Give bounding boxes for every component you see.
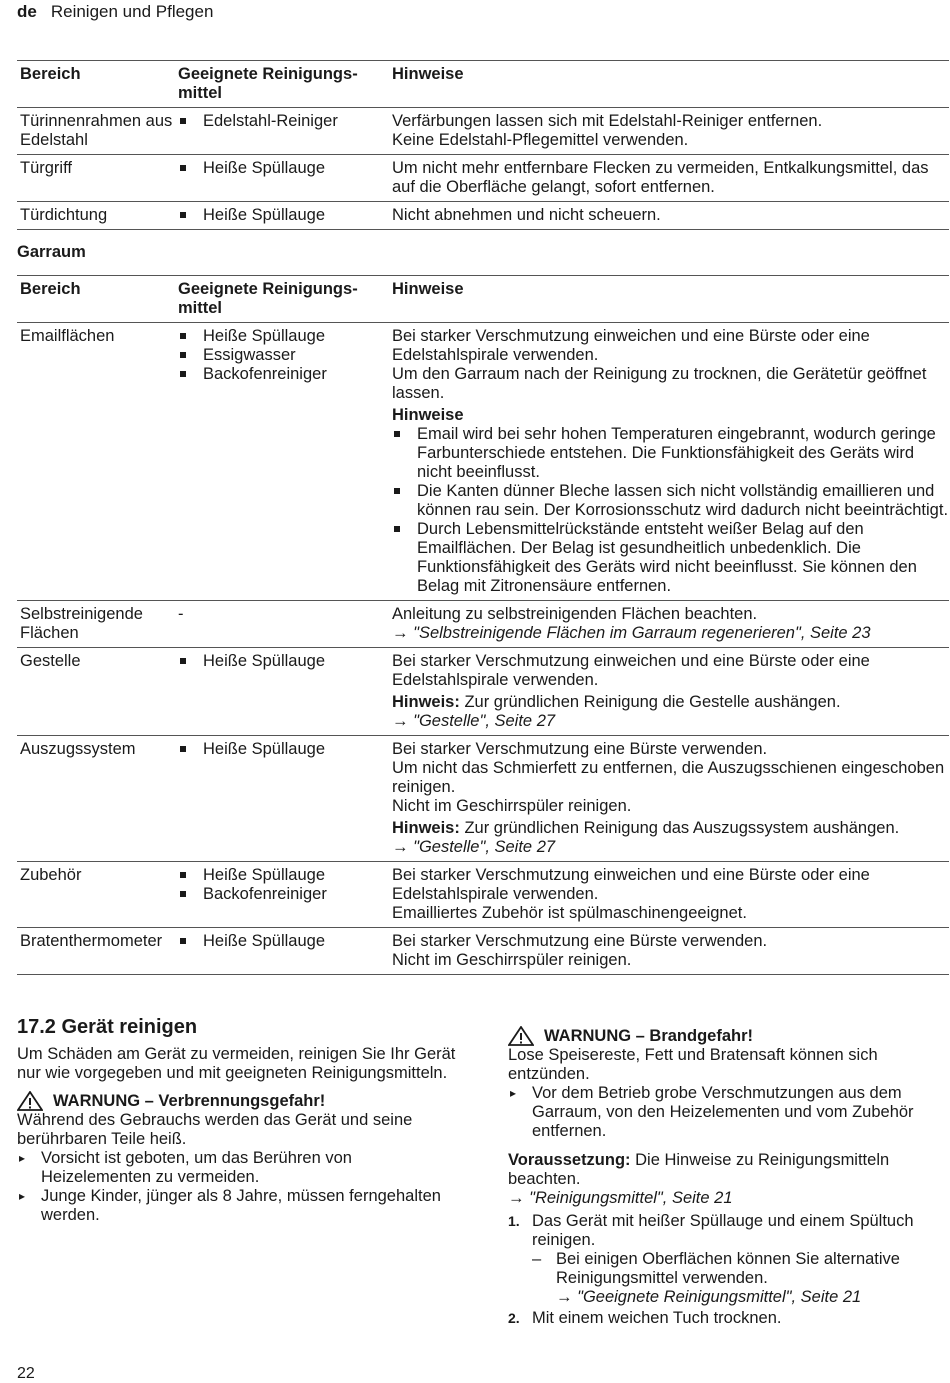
hint-label: Hinweis: [392,819,460,837]
row-area: Auszugssystem [17,736,175,862]
warning-text: Lose Speisereste, Fett und Bratensaft können sich entzünden. [508,1046,878,1083]
note-bullet: Durch Lebensmittelrückstände entsteht weißer Belag auf den Emailflächen. Der Belag ist gesundheitlich unbedenklich. Die Funktionsfähigkeit des Geräts wird nicht beeinflusst. Sie können den Belag mit Zitronensäure entfernen. [392,520,949,596]
door-cleaning-table [17,60,949,230]
cross-reference-link[interactable]: → "Reinigungsmittel", Seite 21 [508,1189,733,1207]
notes-heading: Hinweise [392,406,464,424]
col-agent: Geeignete Reinigungs- mittel [175,61,389,108]
section-clean-device [17,1018,457,1225]
agent-item: Heiße Spüllauge [178,740,389,759]
warning-text: Während des Gebrauchs werden das Gerät und seine berührbaren Teile heiß. [17,1111,413,1148]
col-agent: Geeignete Reinigungs- mittel [175,276,389,323]
col-notes: Hinweise [389,276,949,323]
warning-label: WARNUNG – Verbrennungsgefahr! [53,1091,326,1110]
step-subitem [532,1250,948,1307]
note-text: Um den Garraum nach der Reinigung zu trocknen, die Gerätetür geöffnet lassen. [392,365,927,402]
warning-title [17,1091,457,1111]
section-fire-warning [508,1026,948,1330]
agent-item: Essigwasser [178,346,389,365]
agent-item: Heiße Spüllauge [178,206,389,225]
warning-item: ▸ Junge Kinder, jünger als 8 Jahre, müssen ferngehalten werden. [17,1187,457,1225]
warning-triangle-icon [508,1026,534,1046]
note-text: Verfärbungen lassen sich mit Edelstahl-Reiniger entfernen. [392,112,823,130]
warning-title [508,1026,948,1046]
agent-item: Backofenreiniger [178,885,389,904]
table-row [17,323,949,601]
note-text: Um nicht mehr entfernbare Flecken zu vermeiden, Entkalkungsmittel, das auf die Oberfläche gelangt, sofort entfernen. [389,155,949,202]
note-text: Bei starker Verschmutzung eine Bürste verwenden. [392,740,768,758]
table-row [17,862,949,928]
row-area: Türdichtung [17,202,175,230]
note-text: Um nicht das Schmierfett zu entfernen, die Auszugsschienen eingeschoben reinigen. [392,759,945,796]
step-text: Mit einem weichen Tuch trocknen. [532,1309,782,1327]
agent-item: Heiße Spüllauge [178,327,389,346]
agent-item: Backofenreiniger [178,365,389,384]
table-row [17,155,949,202]
table-row [17,108,949,155]
warning-item: ▸ Vor dem Betrieb grobe Verschmutzungen aus dem Garraum, von den Heizelementen und vom Zubehör entfernen. [508,1084,948,1141]
note-text: Nicht im Geschirrspüler reinigen. [392,951,632,969]
note-text: Bei starker Verschmutzung einweichen und eine Bürste oder eine Edelstahlspirale verwenden. [392,866,870,903]
agent-item: Heiße Spüllauge [178,866,389,885]
table-row [17,648,949,736]
table-header-row [17,276,949,323]
prerequisite-text: Die Hinweise zu Reinigungsmitteln beachten. [508,1151,890,1188]
col-area: Bereich [17,276,175,323]
page-header [17,2,213,21]
note-text: Anleitung zu selbstreinigenden Flächen beachten. [392,605,758,623]
note-text: Nicht im Geschirrspüler reinigen. [392,797,632,815]
page-number: 22 [17,1365,35,1382]
section-title-garraum: Garraum [17,243,86,261]
row-area: Türinnenrahmen aus Edelstahl [17,108,175,155]
oven-cavity-table [17,275,949,975]
row-area: Zubehör [17,862,175,928]
warning-label: WARNUNG – Brandgefahr! [544,1026,754,1045]
cross-reference-link[interactable]: → "Gestelle", Seite 27 [392,712,556,730]
table-row [17,601,949,648]
language-code: de [17,2,37,21]
warning-triangle-icon [17,1091,43,1111]
intro-text: Um Schäden am Gerät zu vermeiden, reinigen Sie Ihr Gerät nur wie vorgegeben und mit geeigneten Reinigungsmitteln. [17,1045,456,1082]
prerequisite-label: Voraussetzung: [508,1151,631,1169]
step-2 [508,1309,948,1328]
note-text: Emailliertes Zubehör ist spülmaschinengeeignet. [392,904,747,922]
note-bullet: Die Kanten dünner Bleche lassen sich nicht vollständig emaillieren und können rau sein. Der Korrosionsschutz wird dadurch nicht beeinträchtigt. [392,482,949,520]
step-text: Das Gerät mit heißer Spüllauge und einem Spültuch reinigen. [532,1212,914,1249]
agent-none: - [175,601,389,648]
row-area: Emailflächen [17,323,175,601]
col-notes: Hinweise [389,61,949,108]
agent-item: Edelstahl-Reiniger [178,112,389,131]
table-row [17,736,949,862]
table-row [17,202,949,230]
note-text: Keine Edelstahl-Pflegemittel verwenden. [392,131,689,149]
step-number: 2. [508,1310,520,1326]
row-area: Türgriff [17,155,175,202]
agent-item: Heiße Spüllauge [178,932,389,951]
chapter-title: Reinigen und Pflegen [50,2,214,21]
cross-reference-link[interactable]: → "Geeignete Reinigungsmittel", Seite 21 [556,1288,862,1306]
table-header-row [17,61,949,108]
warning-item: ▸ Vorsicht ist geboten, um das Berühren von Heizelementen zu vermeiden. [17,1149,457,1187]
hint-text: Zur gründlichen Reinigung das Auszugssystem aushängen. [459,819,900,837]
step-1 [508,1212,948,1307]
col-area: Bereich [17,61,175,108]
agent-item: Heiße Spüllauge [178,159,389,178]
table-row [17,928,949,975]
row-area: Bratenthermometer [17,928,175,975]
section-heading: 17.2 Gerät reinigen [17,1016,198,1038]
cross-reference-link[interactable]: → "Selbstreinigende Flächen im Garraum regenerieren", Seite 23 [392,624,871,642]
agent-item: Heiße Spüllauge [178,652,389,671]
note-text: Bei starker Verschmutzung eine Bürste verwenden. [392,932,768,950]
row-area: Gestelle [17,648,175,736]
note-text: Bei starker Verschmutzung einweichen und eine Bürste oder eine Edelstahlspirale verwenden. [392,327,870,364]
step-number: 1. [508,1213,520,1229]
hint-text: Zur gründlichen Reinigung die Gestelle aushängen. [459,693,841,711]
hint-label: Hinweis: [392,693,460,711]
subitem-text: Bei einigen Oberflächen können Sie alternative Reinigungsmittel verwenden. [556,1250,900,1287]
cross-reference-link[interactable]: → "Gestelle", Seite 27 [392,838,556,856]
note-bullet: Email wird bei sehr hohen Temperaturen eingebrannt, wodurch geringe Farbunterschiede entstehen. Die Funktionsfähigkeit des Geräts wird nicht beeinflusst. [392,425,949,482]
note-text: Nicht abnehmen und nicht scheuern. [389,202,949,230]
row-area: Selbstreinigende Flächen [17,601,175,648]
note-text: Bei starker Verschmutzung einweichen und eine Bürste oder eine Edelstahlspirale verwenden. [392,652,870,689]
